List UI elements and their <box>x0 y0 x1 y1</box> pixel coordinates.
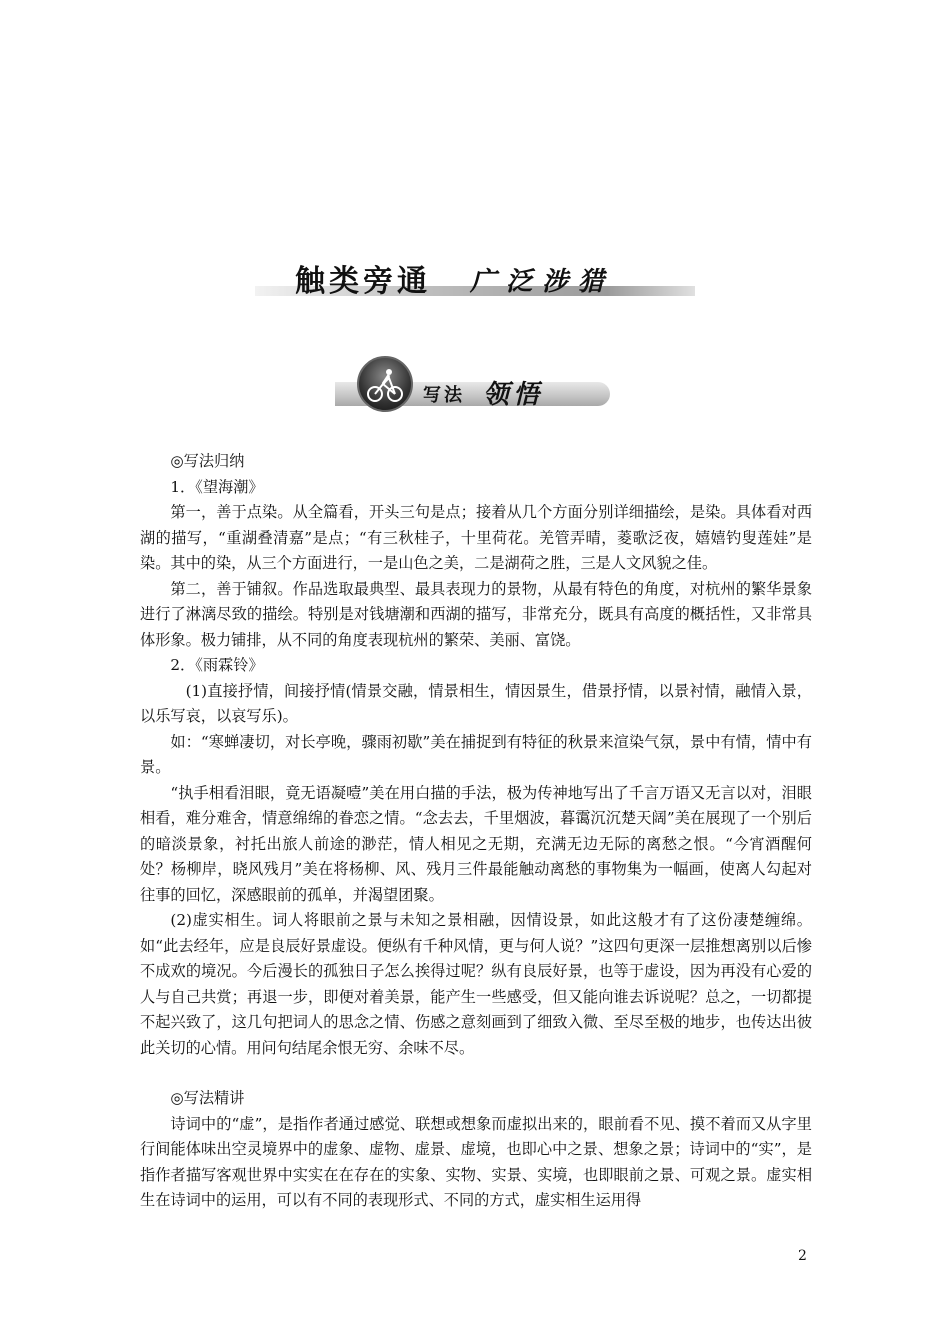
sub-heading: 1．《望海潮》 <box>170 477 264 496</box>
section-heading: ◎写法归纳 <box>170 452 245 470</box>
article-body <box>140 449 812 1214</box>
paragraph: 如：“寒蝉凄切，对长亭晚，骤雨初歇”美在捕捉到有特征的秋景来渲染气氛，景中有情，情中有景。 <box>140 732 812 776</box>
paragraph: 第二，善于铺叙。作品选取最典型、最具表现力的景物，从最有特色的角度，对杭州的繁华景象进行了淋漓尽致的描绘。特别是对钱塘潮和西湖的描写，非常充分，既具有高度的概括性，又非常具体形象。极力铺排，从不同的角度表现杭州的繁荣、美丽、富饶。 <box>140 579 812 649</box>
sub-banner-label: 写法 <box>423 385 465 406</box>
paragraph: (2)虚实相生。词人将眼前之景与未知之景相融，因情设景，如此这般才有了这份凄楚缠绵。如“此去经年，应是良辰好景虚设。便纵有千种风情，更与何人说？”这四句更深一层推想离别以后惨不成欢的境况。今后漫长的孤独日子怎么挨得过呢？纵有良辰好景，也等于虚设，因为再没有心爱的人与自己共赏；再退一步，即便对着美景，能产生一些感受，但又能向谁去诉说呢？总之，一切都提不起兴致了，这几句把词人的思念之情、伤感之意刻画到了细致入微、至尽至极的地步，也传达出彼此关切的心情。用问句结尾余恨无穷、余味不尽。 <box>140 911 812 1057</box>
paragraph: 第一，善于点染。从全篇看，开头三句是点；接着从几个方面分别详细描绘，是染。具体看对西湖的描写，“重湖叠清嘉”是点；“有三秋桂子，十里荷花。羌管弄晴，菱歌泛夜，嬉嬉钓叟莲娃”是染。其中的染，从三个方面进行，一是山色之美，二是湖荷之胜，三是人文风貌之佳。 <box>140 503 812 572</box>
banner-subtitle: 广泛涉猎 <box>470 267 615 297</box>
section-heading: ◎写法精讲 <box>170 1089 245 1107</box>
paragraph: (1)直接抒情，间接抒情(情景交融，情景相生，情因景生，借景抒情，以景衬情，融情入景，以乐写哀，以哀写乐)。 <box>140 681 812 725</box>
page-number: 2 <box>798 1248 807 1264</box>
sub-banner-label-bold: 领悟 <box>483 380 544 410</box>
cyclist-icon <box>357 356 413 412</box>
sub-heading: 2．《雨霖铃》 <box>170 656 264 674</box>
section-banner <box>255 256 695 300</box>
sub-banner <box>335 356 615 414</box>
paragraph: “执手相看泪眼，竟无语凝噎”美在用白描的手法，极为传神地写出了千言万语又无言以对，泪眼相看，难分难舍，情意绵绵的眷恋之情。“念去去，千里烟波，暮霭沉沉楚天阔”美在展现了一个别后的暗淡景象，衬托出旅人前途的渺茫，情人相见之无期，充满无边无际的离愁之恨。“今宵酒醒何处？杨柳岸，晓风残月”美在将杨柳、风、残月三件最能触动离愁的事物集为一幅画，使离人勾起对往事的回忆，深感眼前的孤单，并渴望团聚。 <box>140 783 812 904</box>
paragraph: 诗词中的“虚”，是指作者通过感觉、联想或想象而虚拟出来的，眼前看不见、摸不着而又从字里行间能体味出空灵境界中的虚象、虚物、虚景、虚境，也即心中之景、想象之景；诗词中的“实”，是指作者描写客观世界中实实在在存在的实象、实物、实景、实境，也即眼前之景、可观之景。虚实相生在诗词中的运用，可以有不同的表现形式、不同的方式，虚实相生运用得 <box>140 1114 812 1209</box>
banner-title: 触类旁通 <box>295 264 431 299</box>
